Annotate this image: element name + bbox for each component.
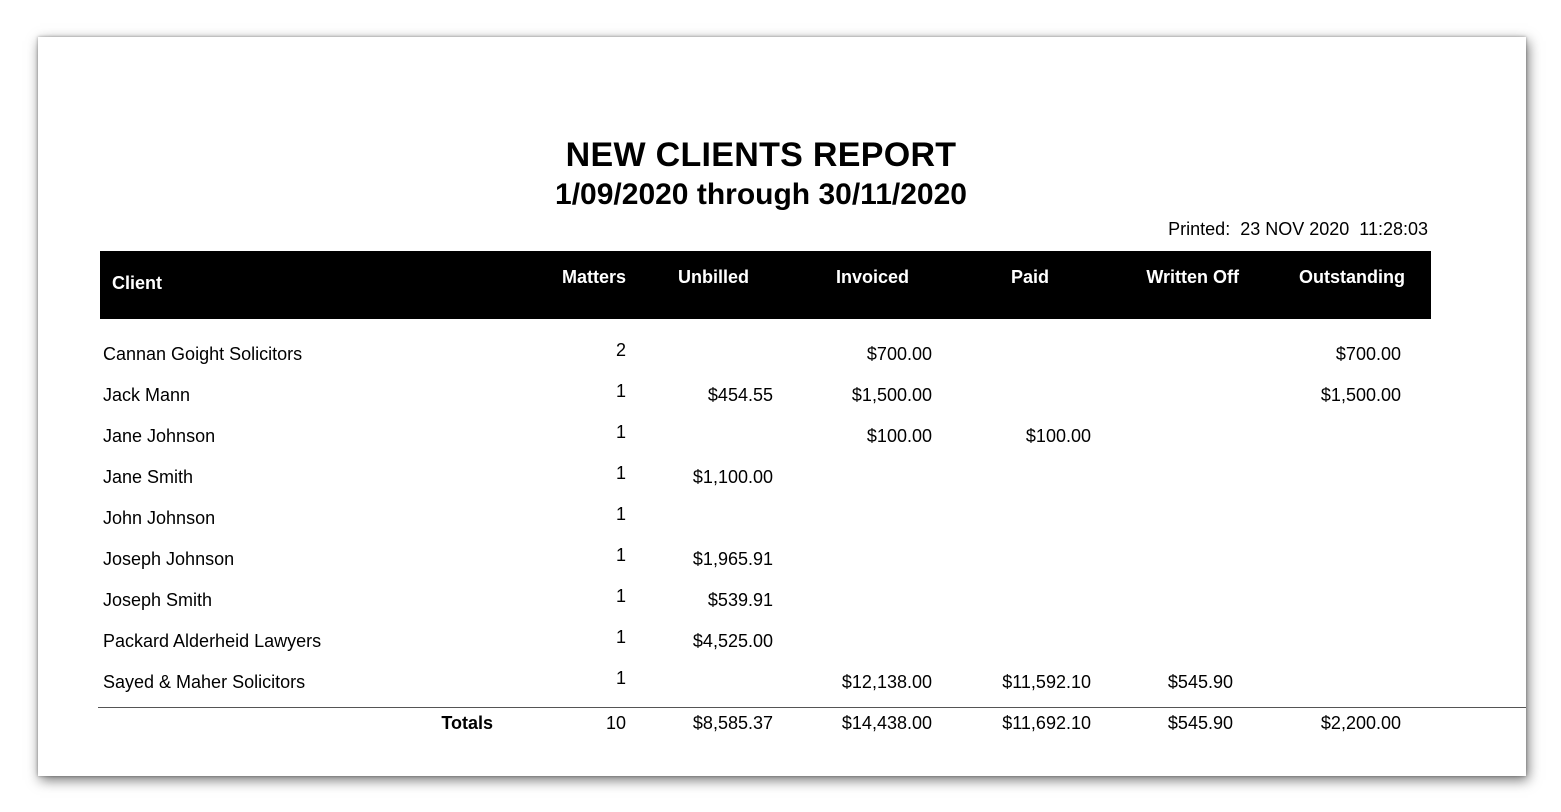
cell-client: Jack Mann (103, 385, 191, 405)
totals-divider (98, 707, 1526, 708)
printed-timestamp: Printed: 23 NOV 2020 11:28:03 (1168, 219, 1428, 239)
table-row (38, 545, 1526, 586)
cell-client: Cannan Goight Solicitors (103, 344, 303, 364)
total-paid: $11,692.10 (1002, 713, 1091, 733)
cell-outstanding: $700.00 (1335, 344, 1401, 364)
cell-client: Sayed & Maher Solicitors (103, 672, 306, 692)
cell-invoiced: $100.00 (866, 426, 932, 446)
cell-matters: 1 (615, 463, 626, 483)
cell-unbilled: $454.55 (707, 385, 773, 405)
cell-unbilled: $4,525.00 (692, 631, 773, 651)
cell-invoiced: $1,500.00 (851, 385, 932, 405)
header-unbilled: Unbilled (678, 267, 749, 287)
header-invoiced: Invoiced (835, 267, 909, 287)
cell-paid: $11,592.10 (1002, 672, 1091, 692)
table-row (38, 422, 1526, 463)
cell-matters: 1 (615, 422, 626, 442)
totals-row (38, 713, 1526, 743)
cell-matters: 1 (615, 504, 626, 524)
table-row (38, 463, 1526, 504)
header-written-off: Written Off (1146, 267, 1239, 287)
table-row (38, 668, 1526, 709)
table-row (38, 627, 1526, 668)
header-matters: Matters (561, 267, 626, 287)
cell-unbilled: $1,965.91 (692, 549, 773, 569)
cell-written-off: $545.90 (1167, 672, 1233, 692)
cell-client: John Johnson (103, 508, 216, 528)
total-invoiced: $14,438.00 (841, 713, 932, 733)
total-written-off: $545.90 (1167, 713, 1233, 733)
cell-unbilled: $1,100.00 (692, 467, 773, 487)
cell-paid: $100.00 (1025, 426, 1091, 446)
header-client: Client (112, 273, 163, 293)
table-row (38, 504, 1526, 545)
report-date-range: 1/09/2020 through 30/11/2020 (555, 178, 967, 211)
total-matters: 10 (605, 713, 626, 733)
cell-matters: 1 (615, 627, 626, 647)
table-row (38, 340, 1526, 381)
cell-matters: 1 (615, 668, 626, 688)
table-row (38, 381, 1526, 422)
cell-unbilled: $539.91 (707, 590, 773, 610)
cell-client: Joseph Smith (103, 590, 213, 610)
report-page (38, 37, 1526, 776)
cell-client: Jane Smith (103, 467, 194, 487)
header-outstanding: Outstanding (1299, 267, 1405, 287)
table-header (100, 251, 1431, 319)
table-row (38, 586, 1526, 627)
total-unbilled: $8,585.37 (692, 713, 773, 733)
cell-client: Joseph Johnson (103, 549, 235, 569)
cell-client: Packard Alderheid Lawyers (103, 631, 322, 651)
total-outstanding: $2,200.00 (1320, 713, 1401, 733)
totals-label: Totals (441, 713, 493, 733)
cell-matters: 1 (615, 586, 626, 606)
cell-invoiced: $700.00 (866, 344, 932, 364)
cell-matters: 1 (615, 545, 626, 565)
cell-client: Jane Johnson (103, 426, 216, 446)
cell-invoiced: $12,138.00 (841, 672, 932, 692)
cell-matters: 2 (615, 340, 626, 360)
report-title: NEW CLIENTS REPORT (565, 136, 957, 174)
cell-outstanding: $1,500.00 (1320, 385, 1401, 405)
cell-matters: 1 (615, 381, 626, 401)
header-paid: Paid (1010, 267, 1049, 287)
